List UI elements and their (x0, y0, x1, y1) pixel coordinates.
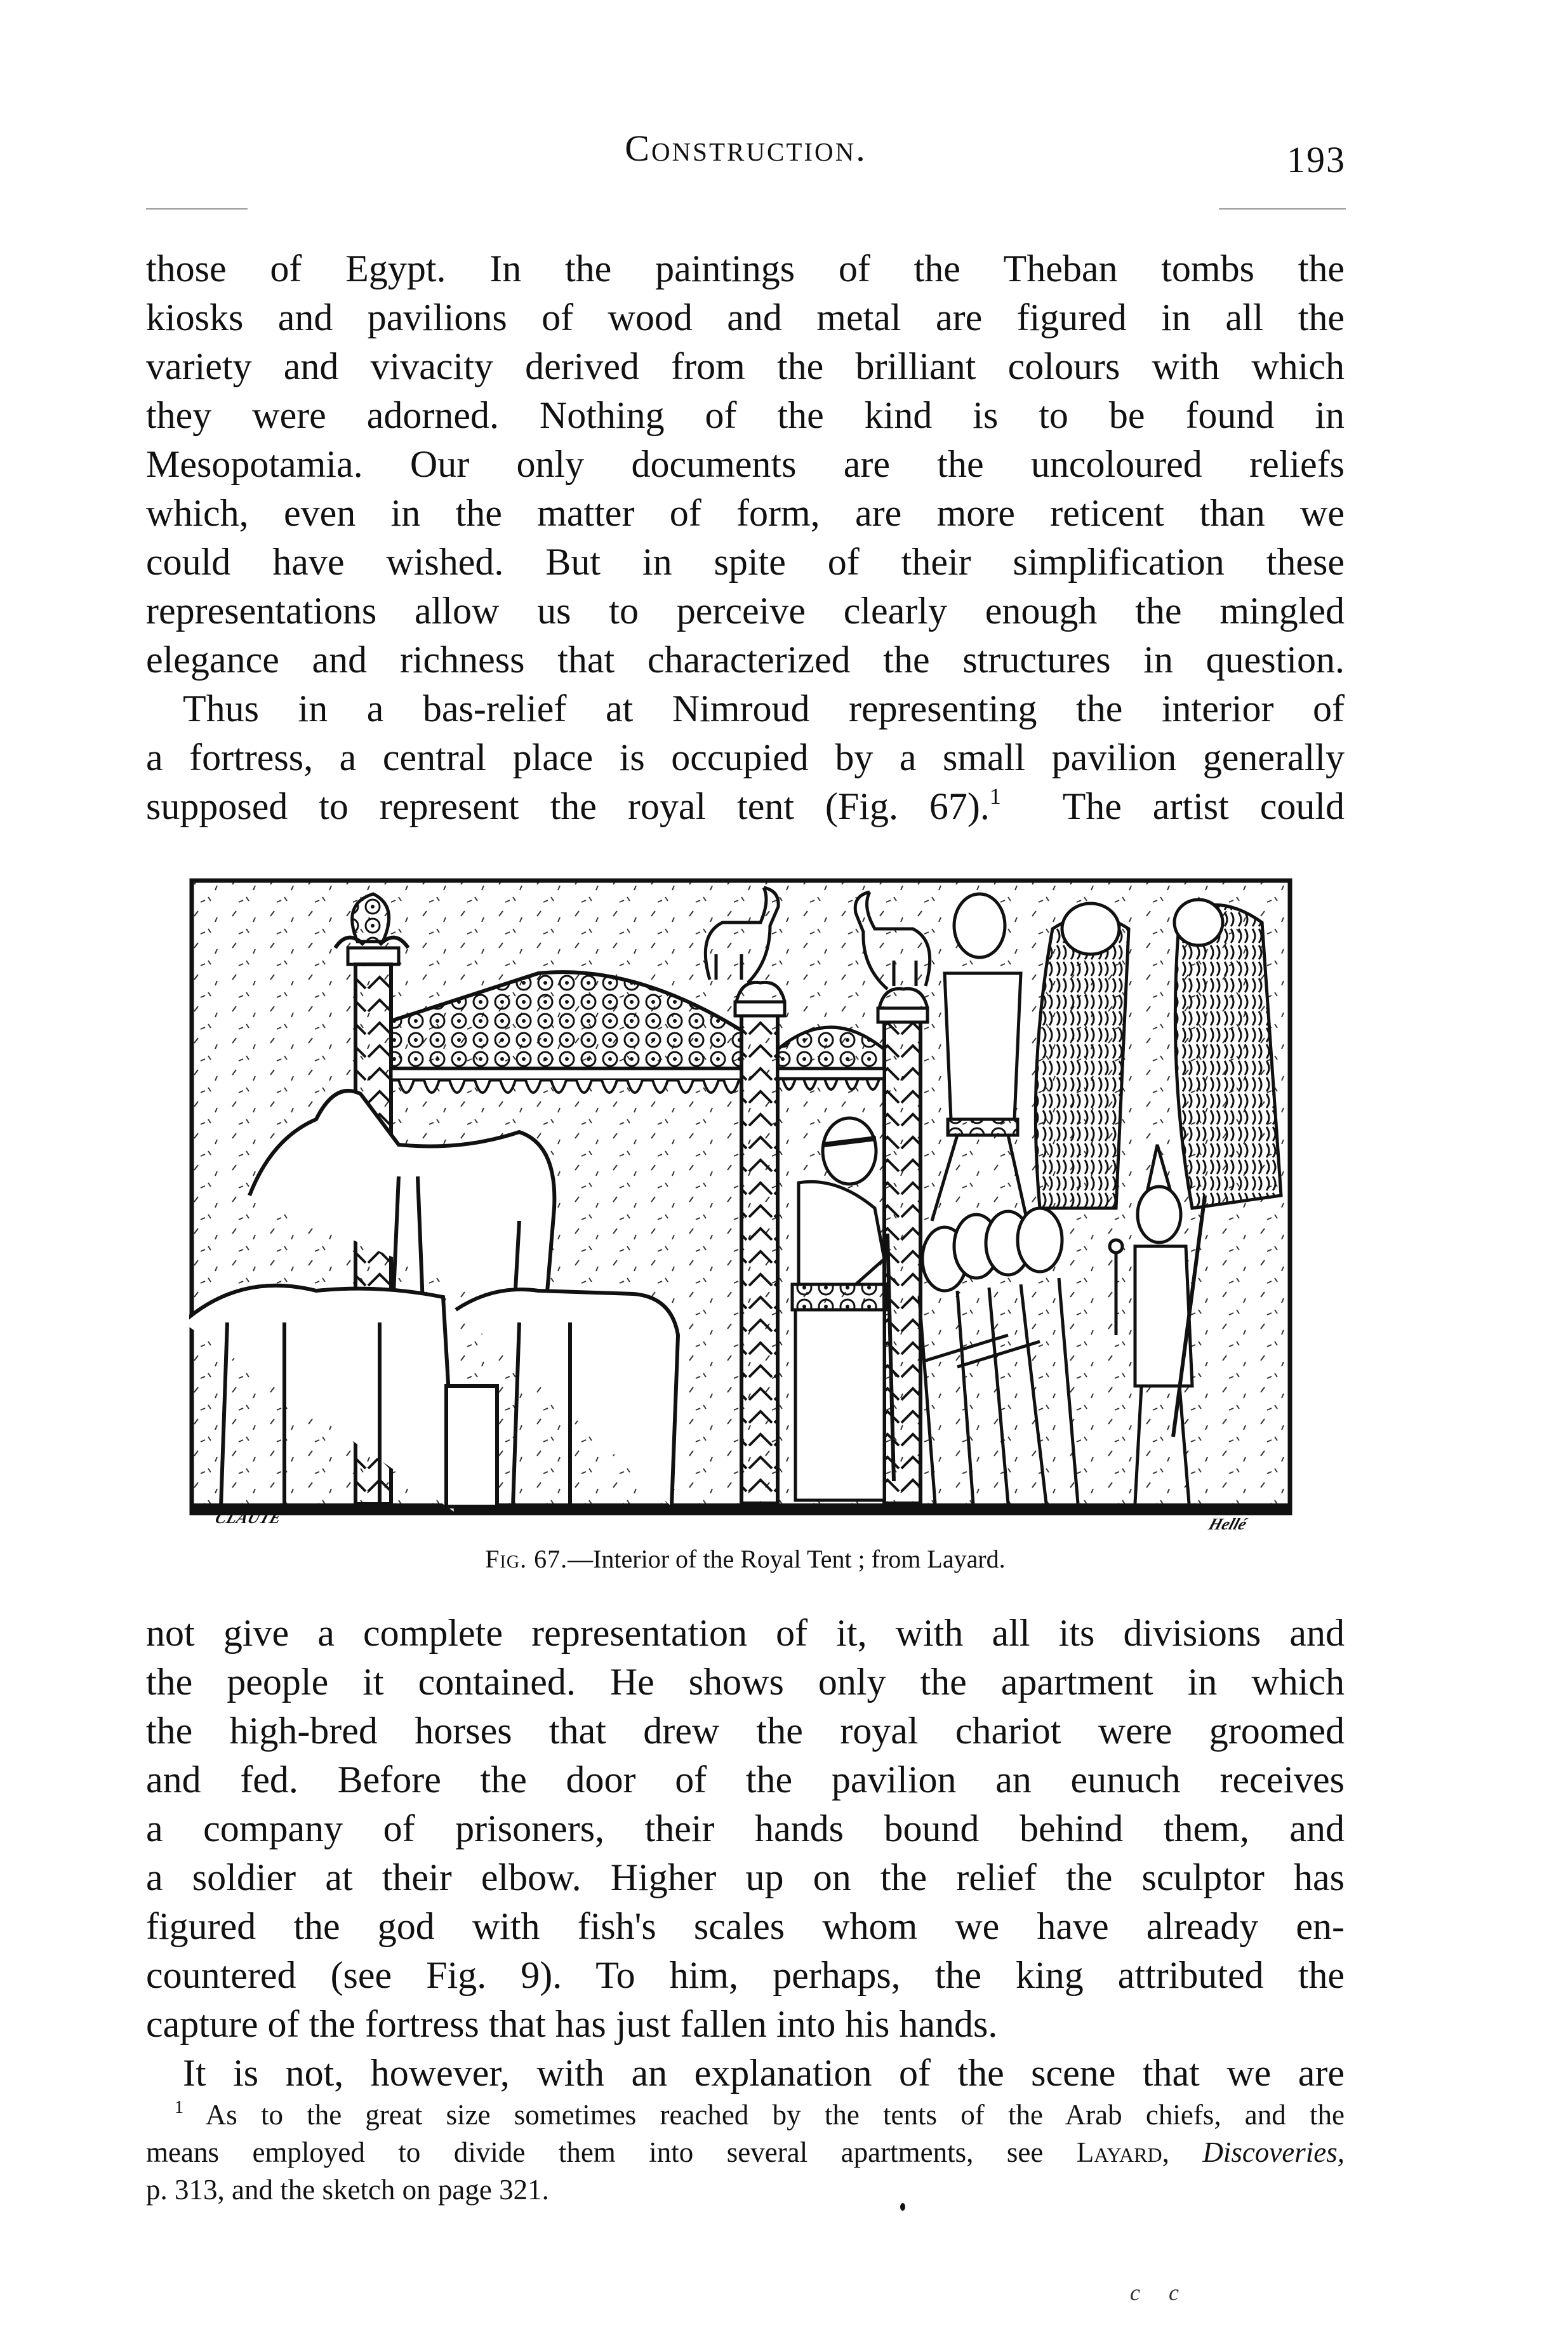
text-line: countered (see Fig. 9). To him, perhaps, the king attributed the (146, 1954, 1345, 1996)
printer-signature-mark: c c (1130, 2280, 1190, 2305)
page-number: 193 (1287, 139, 1346, 180)
header-rule-right (1219, 208, 1346, 210)
footnotes (146, 2096, 1345, 2209)
bas-relief-drawing (189, 878, 1292, 1516)
text-line: Mesopotamia. Our only documents are the uncoloured reliefs (146, 443, 1345, 485)
paragraph-block-top (146, 244, 1345, 831)
text-line: capture of the fortress that has just fallen into his hands. (146, 2003, 998, 2045)
paragraph-start-line: Thus in a bas-relief at Nimroud representing the interior of (183, 688, 1345, 729)
text-segment: The artist could (1000, 785, 1345, 827)
footnote-line (146, 2096, 1345, 2134)
print-speck (900, 2203, 905, 2211)
footnote-text: means employed to divide them into several apartments, see (146, 2136, 1044, 2168)
text-line: a company of prisoners, their hands bound behind them, and (146, 1808, 1345, 1849)
figure-label: Fig. 67. (485, 1545, 568, 1573)
footnote-book-title: Discoveries, (1202, 2136, 1345, 2168)
text-line: kiosks and pavilions of wood and metal are figured in all the (146, 296, 1345, 338)
text-line-with-footnote-ref (146, 782, 1345, 831)
footnote-marker: 1 (175, 2098, 183, 2117)
engraver-signature-right: Hellé (1206, 1515, 1249, 1533)
tent-arch-small (778, 1027, 884, 1089)
paragraph-block-bottom (146, 1609, 1345, 2098)
paragraph-start-line: It is not, however, with an explanation of the scene that we are (183, 2052, 1345, 2094)
text-segment: supposed to represent the royal tent (Fig. 67). (146, 785, 990, 827)
footnote-author: Layard, (1076, 2136, 1169, 2168)
text-line: not give a complete representation of it, with all its divisions and (146, 1612, 1345, 1654)
text-line: a fortress, a central place is occupied by a small pavilion generally (146, 736, 1345, 778)
figure-caption-text: —Interior of the Royal Tent ; from Layard. (568, 1545, 1006, 1573)
engraver-signature-left: CLAUTE (213, 1508, 284, 1527)
footnote-text: As to the great size sometimes reached by the tents of the Arab chiefs, and the (205, 2099, 1345, 2131)
text-line: and fed. Before the door of the pavilion an eunuch receives (146, 1759, 1345, 1801)
footnote-reference[interactable]: 1 (989, 783, 1001, 809)
text-line: they were adorned. Nothing of the kind is to be found in (146, 394, 1345, 436)
figure-caption (146, 1544, 1345, 1574)
running-head (146, 127, 1346, 197)
text-line: those of Egypt. In the paintings of the Theban tombs the (146, 248, 1345, 290)
header-rule-left (146, 208, 248, 210)
figure-67-illustration (189, 878, 1292, 1516)
footnote-line (146, 2134, 1345, 2171)
footnote-line: p. 313, and the sketch on page 321. (146, 2174, 549, 2206)
text-line: could have wished. But in spite of their simplification these (146, 541, 1345, 583)
running-title: Construction. (625, 128, 867, 169)
text-line: the people it contained. He shows only the apartment in which (146, 1661, 1345, 1703)
text-line: variety and vivacity derived from the brilliant colours with which (146, 345, 1345, 387)
text-line: elegance and richness that characterized the structures in question. (146, 639, 1345, 681)
text-line: figured the god with fish's scales whom we have already en- (146, 1905, 1345, 1947)
text-line: the high-bred horses that drew the royal chariot were groomed (146, 1710, 1345, 1752)
text-line: representations allow us to perceive clearly enough the mingled (146, 590, 1345, 632)
text-line: a soldier at their elbow. Higher up on the relief the sculptor has (146, 1856, 1345, 1898)
text-line: which, even in the matter of form, are more reticent than we (146, 492, 1345, 534)
